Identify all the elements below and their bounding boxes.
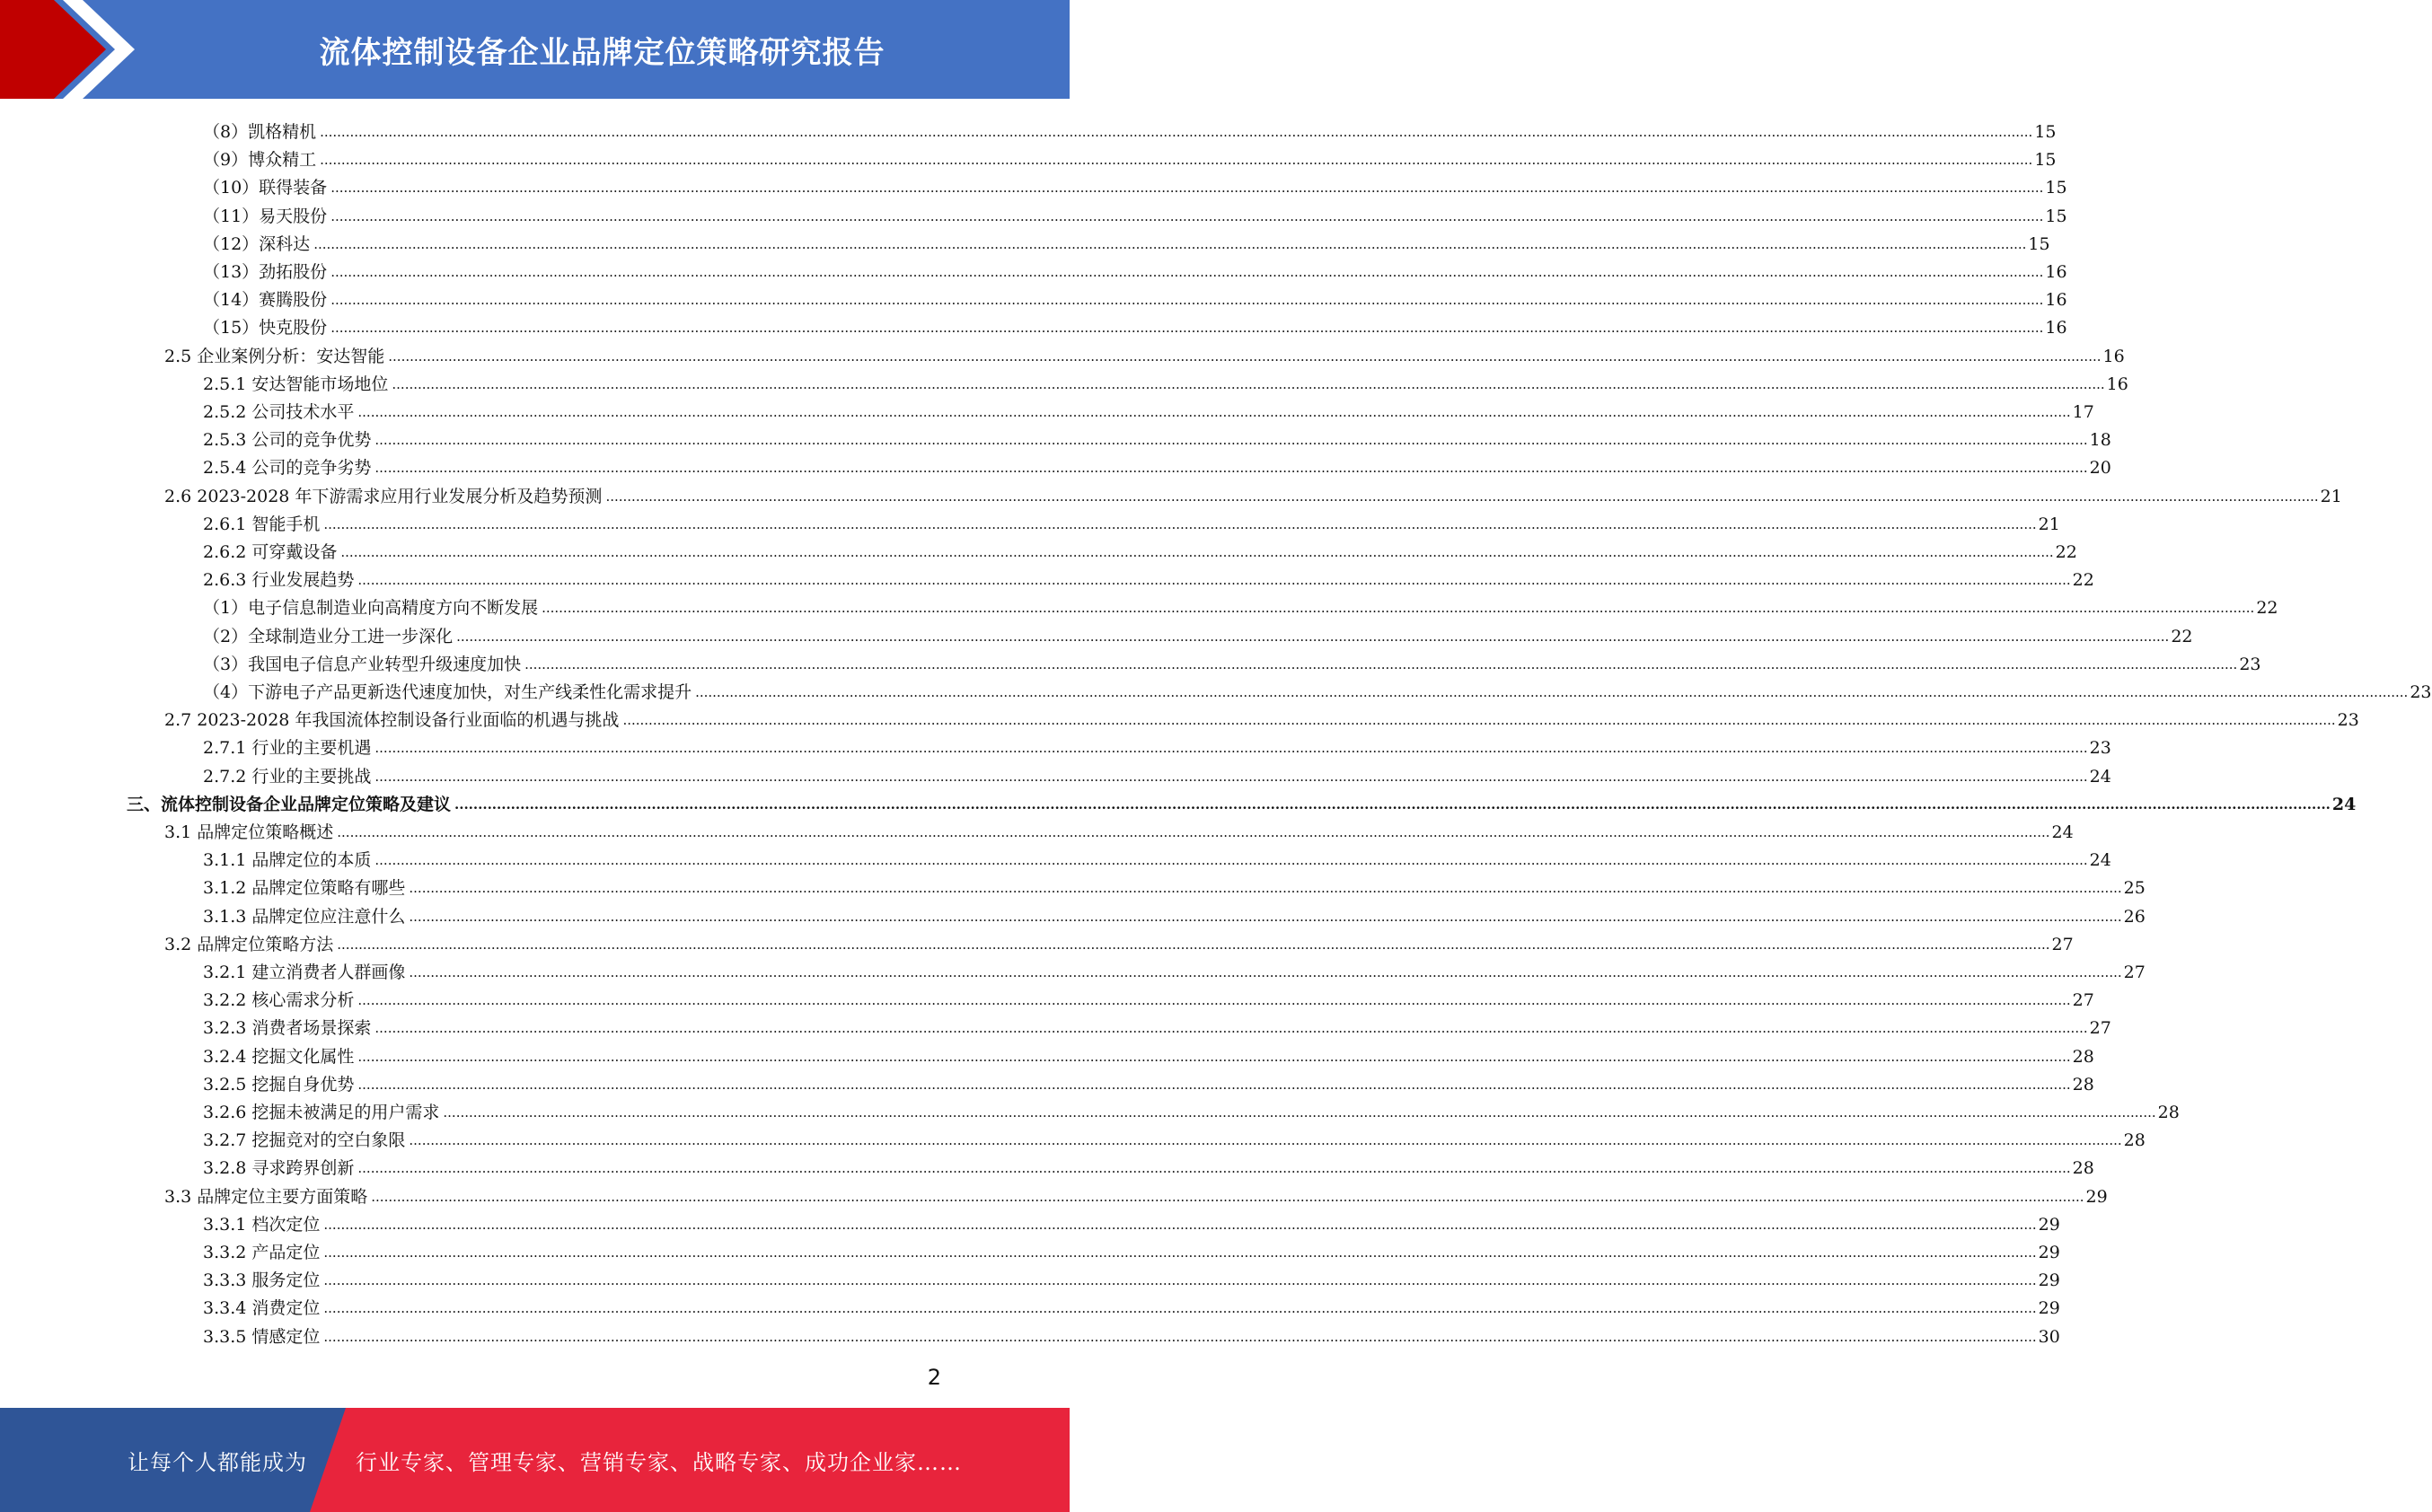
- toc-entry-page: 15: [2028, 233, 2050, 254]
- toc-entry-title: （13）劲拓股份: [203, 262, 328, 282]
- toc-entry-page: 30: [2038, 1326, 2060, 1347]
- toc-entry-title: （8）凯格精机: [203, 122, 317, 142]
- toc-entry-title: 2.5.4 公司的竞争劣势: [203, 458, 372, 479]
- toc-entry-title: （1）电子信息制造业向高精度方向不断发展: [203, 598, 539, 619]
- toc-dot-leader: ................................................................................................................................................................................................................................................................................................................................................................................................................: [542, 600, 2255, 617]
- toc-entry-page: 27: [2051, 934, 2074, 954]
- toc-entry-title: （2）全球制造业分工进一步深化: [203, 626, 454, 646]
- toc-entry-page: 26: [2123, 906, 2146, 927]
- toc-entry[interactable]: [203, 366, 2128, 394]
- toc-dot-leader: ................................................................................................................................................................................................................................................................................................................................................................................................................: [340, 544, 2054, 560]
- toc-entry-page: 28: [2072, 1158, 2094, 1179]
- toc-entry-page: 15: [2045, 206, 2067, 226]
- toc-dot-leader: ................................................................................................................................................................................................................................................................................................................................................................................................................: [392, 375, 2105, 392]
- toc-entry-title: 3.2.2 核心需求分析: [203, 990, 355, 1011]
- toc-entry[interactable]: [203, 1122, 2146, 1151]
- toc-entry-title: 2.6.3 行业发展趋势: [203, 570, 355, 591]
- toc-entry[interactable]: [203, 170, 2067, 198]
- toc-dot-leader: ................................................................................................................................................................................................................................................................................................................................................................................................................: [443, 1104, 2156, 1121]
- toc-entry[interactable]: [203, 1207, 2060, 1235]
- toc-entry-title: （11）易天股份: [203, 206, 328, 226]
- toc-entry-title: 3.2.4 挖掘文化属性: [203, 1046, 355, 1067]
- toc-entry[interactable]: [203, 1235, 2060, 1262]
- toc-dot-leader: ................................................................................................................................................................................................................................................................................................................................................................................................................: [330, 320, 2044, 337]
- toc-entry-title: 3.2.7 挖掘竞对的空白象限: [203, 1130, 406, 1151]
- toc-entry-page: 24: [2089, 766, 2111, 787]
- toc-entry-title: 3.3.2 产品定位: [203, 1243, 321, 1262]
- toc-entry[interactable]: [203, 310, 2067, 338]
- toc-entry-page: 29: [2038, 1270, 2060, 1291]
- toc-entry[interactable]: [203, 114, 2057, 142]
- toc-entry-page: 16: [2106, 374, 2128, 394]
- toc-entry-page: 25: [2123, 878, 2146, 899]
- toc-entry-title: 三、流体控制设备企业品牌定位策略及建议: [127, 794, 452, 814]
- toc-entry[interactable]: [164, 927, 2074, 954]
- toc-entry-title: 2.5 企业案例分析：安达智能: [164, 346, 385, 366]
- toc-entry[interactable]: [203, 590, 2278, 619]
- toc-entry-page: 22: [2055, 542, 2077, 562]
- toc-dot-leader: ................................................................................................................................................................................................................................................................................................................................................................................................................: [357, 1048, 2071, 1065]
- toc-entry[interactable]: [203, 899, 2146, 927]
- toc-entry[interactable]: [203, 226, 2050, 254]
- toc-entry-page: 28: [2072, 1074, 2094, 1094]
- toc-entry-title: 2.5.2 公司技术水平: [203, 402, 355, 422]
- toc-entry-page: 23: [2337, 710, 2359, 731]
- toc-entry-page: 28: [2123, 1130, 2146, 1151]
- toc-dot-leader: ................................................................................................................................................................................................................................................................................................................................................................................................................: [409, 1132, 2122, 1149]
- toc-dot-leader: ................................................................................................................................................................................................................................................................................................................................................................................................................: [323, 1216, 2037, 1233]
- toc-dot-leader: ................................................................................................................................................................................................................................................................................................................................................................................................................: [456, 628, 2170, 645]
- toc-entry-page: 28: [2072, 1046, 2094, 1067]
- toc-entry[interactable]: [203, 394, 2094, 422]
- toc-dot-leader: ................................................................................................................................................................................................................................................................................................................................................................................................................: [409, 908, 2122, 925]
- toc-entry[interactable]: [203, 619, 2193, 646]
- toc-entry-page: 22: [2171, 626, 2193, 646]
- toc-entry-page: 27: [2072, 990, 2094, 1011]
- toc-entry-page: 29: [2038, 1298, 2060, 1319]
- toc-entry[interactable]: [203, 254, 2067, 282]
- toc-dot-leader: ................................................................................................................................................................................................................................................................................................................................................................................................................: [357, 1160, 2071, 1177]
- toc-entry-title: 2.7.2 行业的主要挑战: [203, 766, 372, 787]
- toc-dot-leader: ................................................................................................................................................................................................................................................................................................................................................................................................................: [388, 347, 2102, 365]
- footer-slogan-left: 让每个人都能成为: [128, 1449, 307, 1475]
- toc-dot-leader: ................................................................................................................................................................................................................................................................................................................................................................................................................: [454, 796, 2331, 813]
- toc-entry-page: 16: [2102, 346, 2125, 366]
- toc-entry-page: 24: [2331, 794, 2357, 814]
- toc-dot-leader: ................................................................................................................................................................................................................................................................................................................................................................................................................: [323, 515, 2037, 532]
- toc-dot-leader: ................................................................................................................................................................................................................................................................................................................................................................................................................: [374, 740, 2088, 757]
- toc-entry-page: 16: [2045, 290, 2067, 311]
- toc-entry-page: 29: [2085, 1186, 2108, 1207]
- toc-dot-leader: ................................................................................................................................................................................................................................................................................................................................................................................................................: [337, 824, 2050, 840]
- toc-dot-leader: ................................................................................................................................................................................................................................................................................................................................................................................................................: [337, 936, 2050, 953]
- toc-entry[interactable]: [203, 674, 2432, 702]
- toc-entry-page: 17: [2072, 402, 2094, 422]
- toc-dot-leader: ................................................................................................................................................................................................................................................................................................................................................................................................................: [323, 1328, 2037, 1345]
- toc-entry-title: 2.6 2023-2028 年下游需求应用行业发展分析及趋势预测: [164, 486, 603, 506]
- toc-entry-page: 22: [2072, 570, 2094, 591]
- toc-entry-title: 3.2.1 建立消费者人群画像: [203, 963, 406, 982]
- toc-entry-title: （9）博众精工: [203, 150, 317, 171]
- toc-entry-page: 15: [2045, 178, 2067, 198]
- toc-entry-title: （14）赛腾股份: [203, 290, 328, 311]
- toc-entry-title: 2.5.1 安达智能市场地位: [203, 374, 389, 394]
- toc-dot-leader: ................................................................................................................................................................................................................................................................................................................................................................................................................: [357, 572, 2071, 589]
- toc-entry-page: 15: [2034, 122, 2057, 142]
- toc-entry-title: 3.3.1 档次定位: [203, 1214, 321, 1235]
- toc-entry[interactable]: [203, 982, 2094, 1011]
- toc-entry[interactable]: [203, 422, 2111, 451]
- toc-entry-page: 27: [2123, 963, 2146, 982]
- page-footer: [0, 1408, 1070, 1512]
- toc-entry[interactable]: [164, 1179, 2108, 1207]
- toc-entry[interactable]: [164, 338, 2125, 366]
- toc-dot-leader: ................................................................................................................................................................................................................................................................................................................................................................................................................: [605, 488, 2319, 505]
- toc-entry[interactable]: [164, 814, 2074, 842]
- toc-dot-leader: ................................................................................................................................................................................................................................................................................................................................................................................................................: [374, 852, 2088, 869]
- toc-entry-title: 3.1.3 品牌定位应注意什么: [203, 906, 406, 927]
- toc-entry-title: 3.1 品牌定位策略概述: [164, 822, 334, 842]
- toc-entry-title: （15）快克股份: [203, 318, 328, 338]
- toc-entry[interactable]: [203, 730, 2111, 759]
- toc-dot-leader: ................................................................................................................................................................................................................................................................................................................................................................................................................: [330, 207, 2044, 224]
- toc-entry[interactable]: [203, 870, 2146, 899]
- toc-dot-leader: ................................................................................................................................................................................................................................................................................................................................................................................................................: [330, 180, 2044, 197]
- toc-entry-title: 3.2.8 寻求跨界创新: [203, 1158, 355, 1179]
- toc-entry-page: 23: [2410, 682, 2432, 702]
- toc-entry[interactable]: [203, 759, 2111, 787]
- toc-entry-page: 22: [2256, 598, 2278, 619]
- toc-entry[interactable]: [203, 1010, 2111, 1039]
- toc-entry[interactable]: [203, 1290, 2060, 1319]
- toc-entry-title: 3.3.3 服务定位: [203, 1270, 321, 1291]
- toc-entry-page: 15: [2034, 150, 2057, 171]
- toc-entry-page: 28: [2157, 1103, 2180, 1122]
- toc-dot-leader: ................................................................................................................................................................................................................................................................................................................................................................................................................: [330, 264, 2044, 280]
- toc-dot-leader: ................................................................................................................................................................................................................................................................................................................................................................................................................: [320, 152, 2033, 169]
- toc-entry-page: 16: [2045, 318, 2067, 338]
- toc-dot-leader: ................................................................................................................................................................................................................................................................................................................................................................................................................: [409, 964, 2122, 980]
- toc-entry-title: 3.3.5 情感定位: [203, 1326, 321, 1347]
- toc-entry-title: （12）深科达: [203, 233, 311, 254]
- toc-entry-page: 16: [2045, 262, 2067, 282]
- toc-entry-page: 20: [2089, 458, 2111, 479]
- toc-entry-title: 3.2.6 挖掘未被满足的用户需求: [203, 1103, 440, 1122]
- toc-entry-page: 18: [2089, 430, 2111, 451]
- toc-entry-title: 2.6.2 可穿戴设备: [203, 542, 338, 562]
- toc-entry-title: （4）下游电子产品更新迭代速度加快，对生产线柔性化需求提升: [203, 682, 692, 702]
- toc-dot-leader: ................................................................................................................................................................................................................................................................................................................................................................................................................: [409, 880, 2122, 897]
- toc-entry-page: 27: [2089, 1018, 2111, 1039]
- toc-entry[interactable]: [203, 1319, 2060, 1347]
- toc-dot-leader: ................................................................................................................................................................................................................................................................................................................................................................................................................: [524, 655, 2238, 672]
- toc-dot-leader: ................................................................................................................................................................................................................................................................................................................................................................................................................: [357, 1076, 2071, 1093]
- toc-entry-title: （3）我国电子信息产业转型升级速度加快: [203, 654, 522, 674]
- toc-dot-leader: ................................................................................................................................................................................................................................................................................................................................................................................................................: [371, 1188, 2084, 1205]
- toc-entry-page: 21: [2038, 514, 2060, 534]
- toc-entry-title: 3.3.4 消费定位: [203, 1298, 321, 1319]
- page-header: [0, 0, 1070, 99]
- toc-entry-page: 29: [2038, 1243, 2060, 1262]
- toc-dot-leader: ................................................................................................................................................................................................................................................................................................................................................................................................................: [323, 1244, 2037, 1261]
- toc-entry-title: 3.2.3 消费者场景探索: [203, 1018, 372, 1039]
- toc-dot-leader: ................................................................................................................................................................................................................................................................................................................................................................................................................: [323, 1300, 2037, 1317]
- toc-entry-title: 2.5.3 公司的竞争优势: [203, 430, 372, 451]
- toc-entry-page: 24: [2089, 850, 2111, 871]
- toc-entry-page: 24: [2051, 822, 2074, 842]
- toc-entry[interactable]: [203, 646, 2261, 674]
- toc-dot-leader: ................................................................................................................................................................................................................................................................................................................................................................................................................: [323, 1272, 2037, 1289]
- toc-entry-page: 23: [2089, 738, 2111, 759]
- toc-entry-title: 3.3 品牌定位主要方面策略: [164, 1186, 368, 1207]
- toc-entry[interactable]: [203, 1094, 2180, 1122]
- toc-entry-title: （10）联得装备: [203, 178, 328, 198]
- toc-entry[interactable]: [203, 1067, 2094, 1094]
- document-title: 流体控制设备企业品牌定位策略研究报告: [319, 34, 886, 71]
- toc-entry-title: 2.7 2023-2028 年我国流体控制设备行业面临的机遇与挑战: [164, 710, 620, 731]
- toc-dot-leader: ................................................................................................................................................................................................................................................................................................................................................................................................................: [374, 432, 2088, 449]
- toc-dot-leader: ................................................................................................................................................................................................................................................................................................................................................................................................................: [320, 124, 2033, 140]
- toc-entry[interactable]: [203, 450, 2111, 479]
- toc-dot-leader: ................................................................................................................................................................................................................................................................................................................................................................................................................: [330, 292, 2044, 309]
- toc-dot-leader: ................................................................................................................................................................................................................................................................................................................................................................................................................: [374, 460, 2088, 477]
- toc-entry[interactable]: [203, 954, 2146, 982]
- toc-dot-leader: ................................................................................................................................................................................................................................................................................................................................................................................................................: [374, 768, 2088, 785]
- toc-dot-leader: ................................................................................................................................................................................................................................................................................................................................................................................................................: [357, 992, 2071, 1009]
- toc-entry[interactable]: [164, 479, 2342, 506]
- toc-entry-title: 2.7.1 行业的主要机遇: [203, 738, 372, 759]
- toc-entry-title: 3.2.5 挖掘自身优势: [203, 1074, 355, 1094]
- footer-slogan-right: 行业专家、管理专家、营销专家、战略专家、成功企业家……: [356, 1449, 962, 1475]
- toc-entry[interactable]: [203, 198, 2067, 226]
- toc-entry-page: 29: [2038, 1214, 2060, 1235]
- toc-entry[interactable]: [203, 282, 2067, 311]
- toc-dot-leader: ................................................................................................................................................................................................................................................................................................................................................................................................................: [357, 404, 2071, 420]
- toc-entry[interactable]: [203, 534, 2077, 562]
- page-number: 2: [927, 1365, 941, 1390]
- toc-entry[interactable]: [203, 506, 2060, 534]
- toc-dot-leader: ................................................................................................................................................................................................................................................................................................................................................................................................................: [313, 235, 2027, 252]
- toc-entry[interactable]: [203, 562, 2094, 591]
- toc-dot-leader: ................................................................................................................................................................................................................................................................................................................................................................................................................: [695, 684, 2409, 700]
- toc-entry[interactable]: [203, 142, 2057, 171]
- toc-dot-leader: ................................................................................................................................................................................................................................................................................................................................................................................................................: [622, 712, 2336, 729]
- toc-entry[interactable]: [203, 1039, 2094, 1067]
- toc-entry-title: 3.1.1 品牌定位的本质: [203, 850, 372, 871]
- toc-entry[interactable]: [127, 787, 2357, 814]
- toc-entry[interactable]: [203, 1150, 2094, 1179]
- toc-entry-title: 3.2 品牌定位策略方法: [164, 934, 334, 954]
- toc-dot-leader: ................................................................................................................................................................................................................................................................................................................................................................................................................: [374, 1020, 2088, 1037]
- toc-entry[interactable]: [203, 842, 2111, 871]
- toc-entry-title: 2.6.1 智能手机: [203, 514, 321, 534]
- toc-entry[interactable]: [203, 1262, 2060, 1291]
- toc-entry[interactable]: [164, 702, 2359, 731]
- toc-entry-title: 3.1.2 品牌定位策略有哪些: [203, 878, 406, 899]
- toc-entry-page: 21: [2320, 486, 2342, 506]
- toc-entry-page: 23: [2239, 654, 2261, 674]
